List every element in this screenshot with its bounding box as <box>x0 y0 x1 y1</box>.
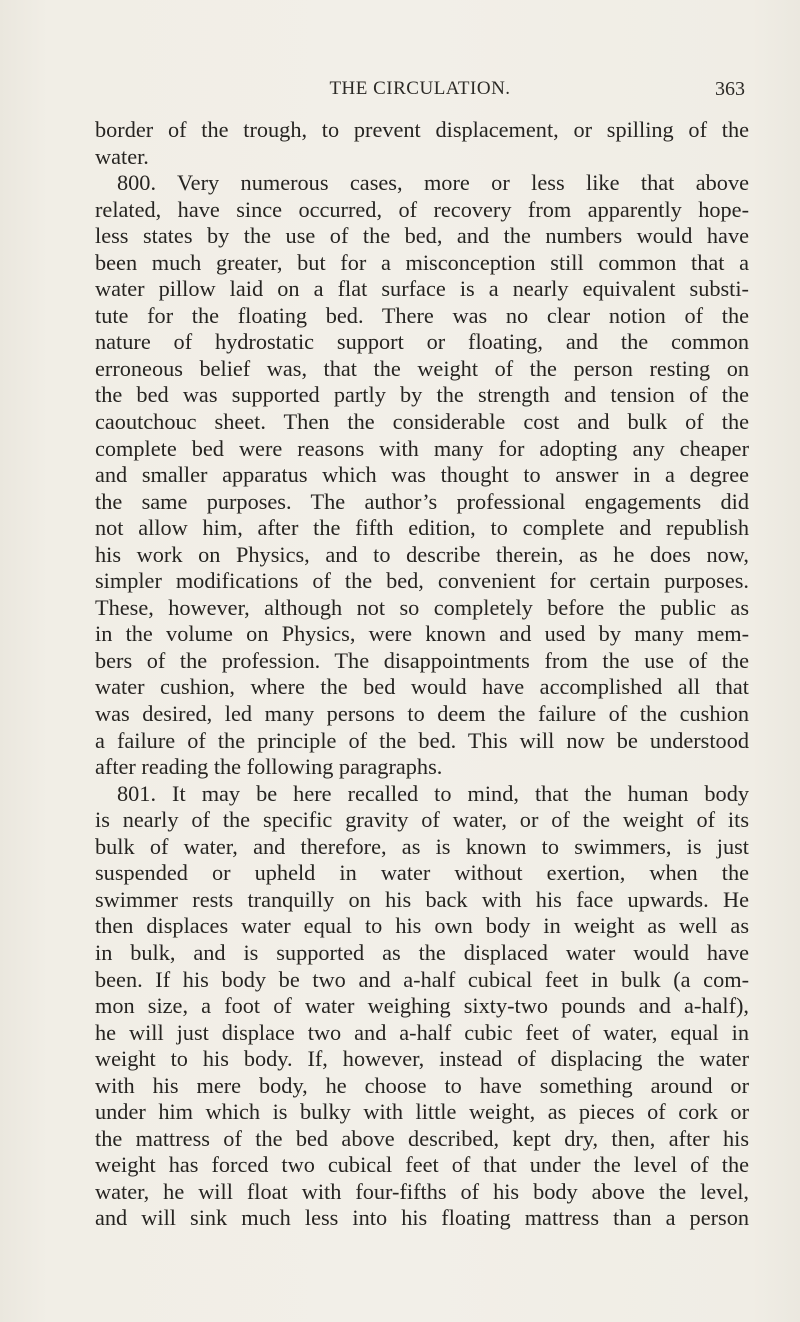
text-line: swimmer rests tranquilly on his back with his face upwards. He <box>95 886 749 912</box>
page-header <box>95 78 745 104</box>
text-line: he will just displace two and a-half cubic feet of water, equal in <box>95 1019 749 1045</box>
text-line: not allow him, after the fifth edition, to complete and republish <box>95 515 749 541</box>
text-line: simpler modifications of the bed, convenient for certain purposes. <box>95 568 749 594</box>
text-line: tute for the floating bed. There was no clear notion of the <box>95 302 749 328</box>
text-line: border of the trough, to prevent displacement, or spilling of the <box>95 117 749 142</box>
text-line: after reading the following paragraphs. <box>95 754 443 780</box>
text-line: weight to his body. If, however, instead of displacing the water <box>95 1046 749 1072</box>
text-line: the bed was supported partly by the strength and tension of the <box>95 382 749 408</box>
text-line: water. <box>95 143 149 169</box>
text-line: suspended or upheld in water without exertion, when the <box>95 860 749 886</box>
text-line: related, have since occurred, of recovery from apparently hope- <box>95 196 749 222</box>
text-line: water cushion, where the bed would have accomplished all that <box>95 674 749 700</box>
text-line: then displaces water equal to his own body in weight as well as <box>95 913 749 939</box>
text-line: under him which is bulky with little weight, as pieces of cork or <box>95 1099 749 1125</box>
text-line: is nearly of the specific gravity of water, or of the weight of its <box>95 807 749 833</box>
text-line: bers of the profession. The disappointments from the use of the <box>95 647 749 673</box>
text-line: erroneous belief was, that the weight of the person resting on <box>95 355 749 381</box>
text-line: in the volume on Physics, were known and used by many mem- <box>95 621 749 647</box>
text-line: and smaller apparatus which was thought to answer in a degree <box>95 462 749 488</box>
page-number: 363 <box>715 78 745 100</box>
text-line: with his mere body, he choose to have something around or <box>95 1072 749 1098</box>
text-line: been much greater, but for a misconception still common that a <box>95 249 749 275</box>
text-line: water, he will float with four-fifths of his body above the level, <box>95 1178 749 1204</box>
body-text <box>95 117 749 1232</box>
text-line: the mattress of the bed above described, kept dry, then, after his <box>95 1125 749 1151</box>
text-line: 801. It may be here recalled to mind, that the human body <box>117 780 749 806</box>
text-line: complete bed were reasons with many for adopting any cheaper <box>95 435 749 461</box>
text-line: bulk of water, and therefore, as is known to swimmers, is just <box>95 833 749 859</box>
text-line: less states by the use of the bed, and the numbers would have <box>95 223 749 249</box>
text-line: the same purposes. The author’s professional engagements did <box>95 488 749 514</box>
text-line: a failure of the principle of the bed. This will now be understood <box>95 727 749 753</box>
text-line: These, however, although not so completely before the public as <box>95 594 749 620</box>
text-line: caoutchouc sheet. Then the considerable cost and bulk of the <box>95 409 749 435</box>
text-line: his work on Physics, and to describe therein, as he does now, <box>95 541 749 567</box>
text-line: been. If his body be two and a-half cubical feet in bulk (a com- <box>95 966 749 992</box>
running-title: THE CIRCULATION. <box>329 78 511 99</box>
text-line: water pillow laid on a flat surface is a nearly equivalent substi- <box>95 276 749 302</box>
text-line: mon size, a foot of water weighing sixty-two pounds and a-half), <box>95 993 749 1019</box>
text-line: weight has forced two cubical feet of that under the level of the <box>95 1152 749 1178</box>
text-line: 800. Very numerous cases, more or less like that above <box>117 170 749 196</box>
text-line: was desired, led many persons to deem the failure of the cushion <box>95 701 749 727</box>
text-line: nature of hydrostatic support or floating, and the common <box>95 329 749 355</box>
text-line: in bulk, and is supported as the displaced water would have <box>95 939 749 965</box>
text-line: and will sink much less into his floating mattress than a person <box>95 1205 749 1231</box>
